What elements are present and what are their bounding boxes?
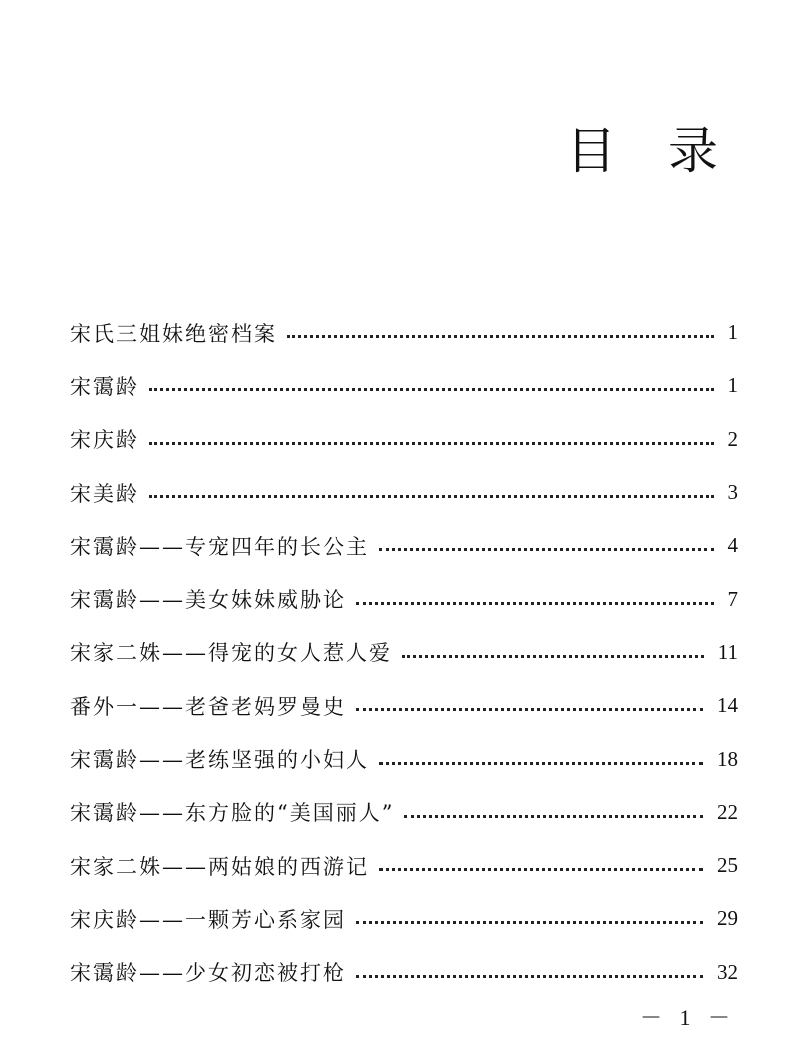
toc-entry-page: 7 [727, 586, 738, 611]
toc-entry[interactable] [70, 839, 738, 892]
dot-leader [287, 335, 714, 338]
toc-entry[interactable] [70, 732, 738, 785]
toc-entry-page: 4 [727, 533, 738, 558]
dot-leader [149, 442, 714, 445]
toc-entry-title: 宋美龄 [70, 481, 139, 506]
dot-leader [149, 388, 714, 391]
toc-entry[interactable] [70, 519, 738, 572]
toc-entry-page: 29 [717, 906, 738, 931]
toc-entry[interactable] [70, 359, 738, 412]
toc-entry[interactable] [70, 786, 738, 839]
dot-leader [379, 868, 703, 871]
dot-leader [379, 548, 714, 551]
toc-entry-title: 宋霭龄——专宠四年的长公主 [70, 534, 369, 559]
toc-entry[interactable] [70, 572, 738, 625]
page-title: 目 录 [566, 121, 736, 180]
table-of-contents [70, 306, 738, 999]
toc-entry[interactable] [70, 626, 738, 679]
toc-entry[interactable] [70, 946, 738, 999]
dot-leader [356, 975, 703, 978]
dot-leader [402, 655, 704, 658]
dot-leader [356, 708, 703, 711]
toc-entry[interactable] [70, 892, 738, 945]
toc-entry-title: 宋氏三姐妹绝密档案 [70, 321, 277, 346]
toc-entry-title: 番外一——老爸老妈罗曼史 [70, 694, 346, 719]
toc-entry-page: 2 [727, 426, 738, 451]
dot-leader [149, 495, 714, 498]
toc-entry-page: 25 [717, 853, 738, 878]
dot-leader [356, 921, 703, 924]
dot-leader [404, 815, 703, 818]
toc-entry-page: 3 [727, 480, 738, 505]
dot-leader [356, 602, 714, 605]
toc-entry-page: 32 [717, 959, 738, 984]
toc-entry-title: 宋霭龄 [70, 374, 139, 399]
toc-entry-title: 宋庆龄——一颗芳心系家园 [70, 907, 346, 932]
toc-entry-page: 14 [717, 693, 738, 718]
toc-entry-title: 宋霭龄——美女妹妹威胁论 [70, 588, 346, 613]
toc-entry-title: 宋霭龄——东方脸的“美国丽人” [70, 801, 395, 826]
toc-entry-page: 1 [727, 320, 738, 345]
toc-entry-title: 宋霭龄——少女初恋被打枪 [70, 961, 346, 986]
toc-entry[interactable] [70, 679, 738, 732]
dot-leader [379, 762, 703, 765]
toc-entry[interactable] [70, 413, 738, 466]
toc-entry-page: 1 [727, 373, 738, 398]
toc-entry-title: 宋家二姝——得宠的女人惹人爱 [70, 641, 392, 666]
page-number: － 1 － [639, 1005, 736, 1030]
toc-entry[interactable] [70, 306, 738, 359]
toc-entry-page: 22 [717, 799, 738, 824]
toc-entry-title: 宋庆龄 [70, 428, 139, 453]
toc-entry[interactable] [70, 466, 738, 519]
toc-entry-page: 18 [717, 746, 738, 771]
toc-entry-page: 11 [717, 639, 738, 664]
toc-entry-title: 宋家二姝——两姑娘的西游记 [70, 854, 369, 879]
toc-entry-title: 宋霭龄——老练坚强的小妇人 [70, 748, 369, 773]
